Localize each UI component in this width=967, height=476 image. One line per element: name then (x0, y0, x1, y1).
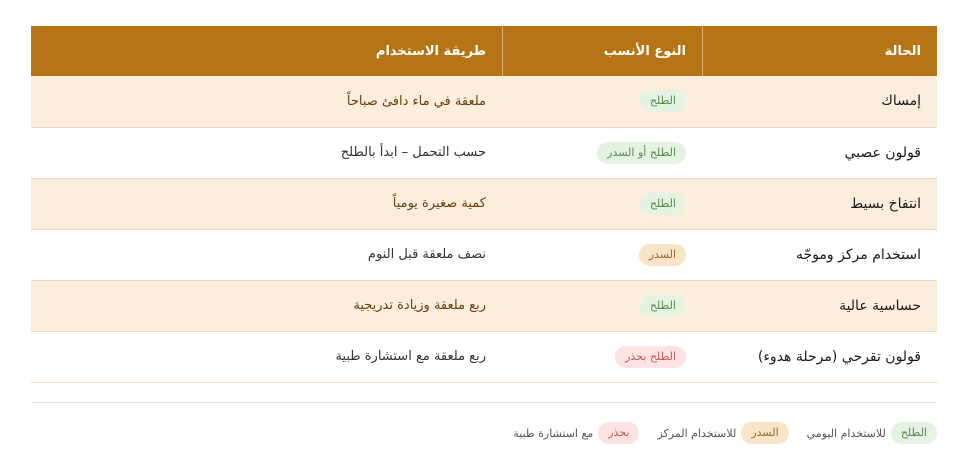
table-body (31, 76, 937, 382)
legend (31, 402, 937, 476)
type-badge: السدر (639, 244, 686, 266)
header-type: النوع الأنسب (502, 26, 702, 76)
legend-item (513, 422, 639, 444)
legend-text: مع استشارة طبية (513, 426, 594, 440)
type-cell (502, 76, 702, 127)
legend-item (807, 422, 937, 444)
comparison-table-container (31, 26, 937, 383)
header-condition: الحالة (702, 26, 937, 76)
method-cell: ملعقة في ماء دافئ صباحاً (346, 93, 486, 109)
method-cell: كمية صغيرة يومياً (392, 196, 486, 211)
condition-cell: حساسية عالية (839, 297, 921, 314)
type-badge: الطلح بحذر (615, 346, 686, 368)
type-badge: الطلح (640, 295, 686, 317)
table-row (31, 178, 937, 229)
method-cell: حسب التحمل – ابدأ بالطلح (340, 145, 486, 160)
table-row (31, 280, 937, 331)
table-row (31, 127, 937, 178)
method-cell: ربع ملعقة وزيادة تدريجية (353, 298, 486, 313)
table-row (31, 331, 937, 382)
legend-text: للاستخدام اليومي (806, 426, 886, 440)
condition-cell: إمساك (881, 93, 921, 110)
type-cell (502, 127, 702, 178)
condition-cell: قولون عصبي (844, 144, 921, 161)
type-cell (502, 229, 702, 280)
table-row (31, 229, 937, 280)
legend-badge: السدر (741, 422, 788, 444)
condition-cell: قولون تقرحي (مرحلة هدوء) (757, 348, 921, 365)
type-badge: الطلح (640, 90, 686, 112)
legend-text: للاستخدام المركز (657, 426, 737, 440)
comparison-table (31, 26, 937, 383)
condition-cell: استخدام مركز وموجّه (796, 246, 921, 263)
legend-badge: بحذر (598, 422, 639, 444)
method-cell: ربع ملعقة مع استشارة طبية (335, 349, 486, 364)
legend-badge: الطلح (891, 422, 937, 444)
header-method: طريقة الاستخدام (375, 43, 486, 59)
type-cell (502, 331, 702, 382)
condition-cell: انتفاخ بسيط (850, 195, 921, 212)
type-badge: الطلح أو السدر (597, 142, 686, 164)
type-badge: الطلح (640, 193, 686, 215)
legend-item (657, 422, 788, 444)
table-row (31, 76, 937, 127)
method-cell: نصف ملعقة قبل النوم (367, 247, 486, 262)
legend-row (495, 422, 937, 444)
table-header-row (31, 26, 937, 76)
type-cell (502, 280, 702, 331)
type-cell (502, 178, 702, 229)
